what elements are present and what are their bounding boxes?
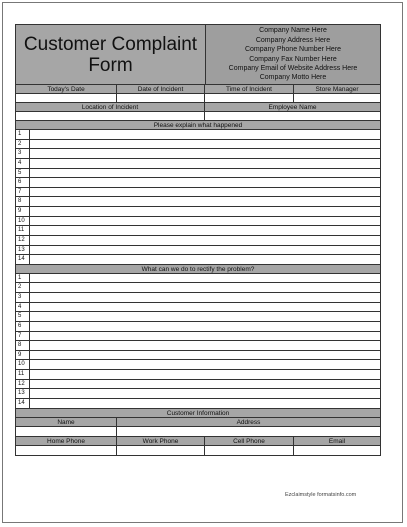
- customer-name-field[interactable]: [15, 427, 116, 437]
- line-number: 7: [16, 332, 30, 341]
- line-number: 13: [16, 389, 30, 398]
- rectify-line[interactable]: [16, 322, 380, 332]
- explain-line[interactable]: [16, 140, 380, 150]
- customer-name-label: Name: [15, 418, 116, 427]
- rectify-line[interactable]: [16, 303, 380, 313]
- time-of-incident-label: Time of Incident: [204, 85, 293, 94]
- line-number: 9: [16, 351, 30, 360]
- line-number: 10: [16, 217, 30, 226]
- customer-phone-values-row: [15, 446, 381, 456]
- explain-line[interactable]: [16, 188, 380, 198]
- line-number: 14: [16, 399, 30, 408]
- email-field[interactable]: [293, 446, 381, 456]
- rectify-line[interactable]: [16, 283, 380, 293]
- line-number: 1: [16, 130, 30, 139]
- date-of-incident-label: Date of Incident: [116, 85, 204, 94]
- line-number: 10: [16, 360, 30, 369]
- line-number: 5: [16, 169, 30, 178]
- rectify-line[interactable]: [16, 351, 380, 361]
- rectify-line[interactable]: [16, 341, 380, 351]
- line-number: 1: [16, 274, 30, 283]
- line-number: 4: [16, 303, 30, 312]
- email-label: Email: [293, 437, 381, 446]
- title-box: [16, 25, 206, 84]
- date-of-incident-field[interactable]: [116, 94, 204, 103]
- line-number: 11: [16, 370, 30, 379]
- line-number: 6: [16, 322, 30, 331]
- incident-values-row: [15, 94, 381, 103]
- explain-line[interactable]: [16, 207, 380, 217]
- rectify-line[interactable]: [16, 380, 380, 390]
- line-number: 4: [16, 159, 30, 168]
- store-manager-label: Store Manager: [293, 85, 381, 94]
- incident-labels-row: [15, 85, 381, 94]
- todays-date-label: Today's Date: [15, 85, 116, 94]
- customer-name-values-row: [15, 427, 381, 437]
- explain-line[interactable]: [16, 217, 380, 227]
- customer-name-labels-row: [15, 418, 381, 427]
- home-phone-field[interactable]: [15, 446, 116, 456]
- rectify-line[interactable]: [16, 370, 380, 380]
- company-info: [206, 25, 380, 84]
- employee-name-field[interactable]: [204, 112, 381, 121]
- line-number: 7: [16, 188, 30, 197]
- explain-line[interactable]: [16, 255, 380, 265]
- location-values-row: [15, 112, 381, 121]
- company-phone: Company Phone Number Here: [244, 46, 342, 54]
- footer-text: Ezclaimstyle formatsinfo.com: [285, 492, 357, 498]
- rectify-line[interactable]: [16, 293, 380, 303]
- explain-line[interactable]: [16, 149, 380, 159]
- location-field[interactable]: [15, 112, 204, 121]
- line-number: 6: [16, 178, 30, 187]
- customer-info-header: Customer Information: [15, 409, 381, 418]
- form-title-line-1: Customer Complaint: [23, 33, 198, 55]
- company-motto: Company Motto Here: [259, 74, 327, 82]
- rectify-line[interactable]: [16, 360, 380, 370]
- line-number: 3: [16, 293, 30, 302]
- section-explain-header: Please explain what happened: [15, 121, 381, 130]
- line-number: 9: [16, 207, 30, 216]
- rectify-line[interactable]: [16, 274, 380, 284]
- todays-date-field[interactable]: [15, 94, 116, 103]
- form-title-line-2: Form: [88, 54, 133, 76]
- form-header: [15, 24, 381, 85]
- explain-line[interactable]: [16, 159, 380, 169]
- line-number: 2: [16, 140, 30, 149]
- rectify-line[interactable]: [16, 389, 380, 399]
- explain-line[interactable]: [16, 130, 380, 140]
- company-address: Company Address Here: [255, 36, 331, 44]
- explain-line[interactable]: [16, 236, 380, 246]
- explain-line[interactable]: [16, 246, 380, 256]
- section-rectify-header: What can we do to rectify the problem?: [15, 265, 381, 274]
- location-label: Location of Incident: [15, 103, 204, 112]
- rectify-line[interactable]: [16, 399, 380, 409]
- line-number: 12: [16, 236, 30, 245]
- line-number: 8: [16, 341, 30, 350]
- company-name: Company Name Here: [259, 27, 327, 35]
- work-phone-label: Work Phone: [116, 437, 204, 446]
- line-number: 2: [16, 283, 30, 292]
- customer-address-label: Address: [116, 418, 381, 427]
- rectify-lines: [15, 274, 381, 409]
- store-manager-field[interactable]: [293, 94, 381, 103]
- customer-address-field[interactable]: [116, 427, 381, 437]
- line-number: 11: [16, 226, 30, 235]
- work-phone-field[interactable]: [116, 446, 204, 456]
- explain-line[interactable]: [16, 178, 380, 188]
- explain-line[interactable]: [16, 226, 380, 236]
- employee-name-label: Employee Name: [204, 103, 381, 112]
- time-of-incident-field[interactable]: [204, 94, 293, 103]
- home-phone-label: Home Phone: [15, 437, 116, 446]
- complaint-form: [15, 24, 381, 456]
- line-number: 5: [16, 312, 30, 321]
- rectify-line[interactable]: [16, 332, 380, 342]
- line-number: 3: [16, 149, 30, 158]
- line-number: 12: [16, 380, 30, 389]
- cell-phone-field[interactable]: [204, 446, 293, 456]
- explain-line[interactable]: [16, 197, 380, 207]
- explain-lines: [15, 130, 381, 265]
- cell-phone-label: Cell Phone: [204, 437, 293, 446]
- line-number: 13: [16, 246, 30, 255]
- line-number: 8: [16, 197, 30, 206]
- customer-phone-labels-row: [15, 437, 381, 446]
- location-labels-row: [15, 103, 381, 112]
- company-fax: Company Fax Number Here: [249, 55, 337, 63]
- company-email: Company Email of Website Address Here: [228, 64, 358, 72]
- rectify-line[interactable]: [16, 312, 380, 322]
- explain-line[interactable]: [16, 169, 380, 179]
- line-number: 14: [16, 255, 30, 264]
